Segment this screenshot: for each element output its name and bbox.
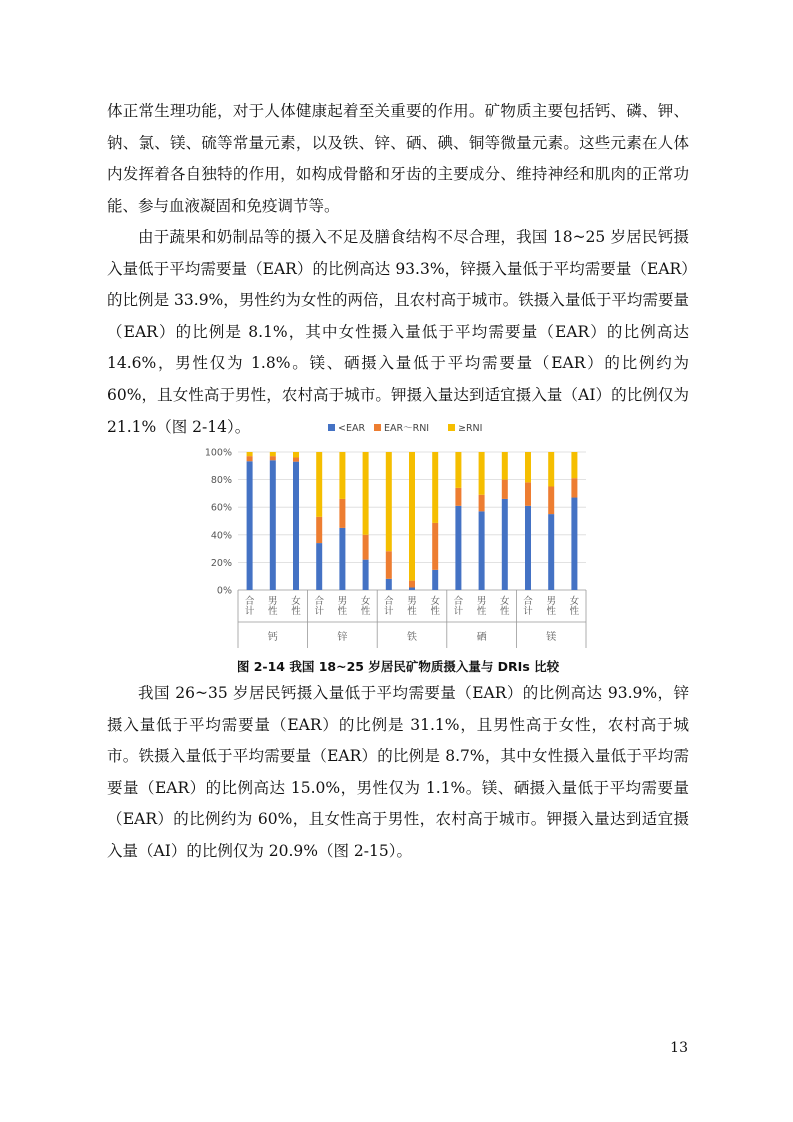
category-label: 性: [546, 606, 556, 617]
page-number: 13: [670, 1040, 688, 1056]
category-label: 计: [314, 606, 324, 617]
legend-swatch: [328, 424, 335, 431]
category-label: 合: [453, 596, 464, 607]
figure-caption: 图 2-14 我国 18~25 岁居民矿物质摄入量与 DRIs 比较: [236, 659, 560, 674]
bar-segment: [502, 452, 508, 480]
bar-segment: [571, 452, 577, 478]
bar-segment: [409, 581, 415, 588]
y-tick-label: 100%: [204, 447, 232, 459]
y-tick-label: 40%: [210, 530, 232, 542]
bar-segment: [247, 452, 253, 456]
bar-segment: [316, 543, 322, 590]
group-label: 硒: [476, 632, 487, 643]
chart-svg: [190, 416, 600, 656]
bar-segment: [409, 452, 415, 581]
group-label: 铁: [407, 632, 417, 643]
category-label: 性: [407, 606, 417, 617]
bar-segment: [479, 511, 485, 590]
bar-segment: [316, 517, 322, 543]
y-tick-label: 80%: [210, 475, 232, 487]
y-tick-label: 60%: [210, 502, 232, 514]
legend-swatch: [448, 424, 455, 431]
bar-segment: [432, 523, 438, 570]
category-label: 性: [569, 606, 580, 617]
bar-segment: [270, 452, 276, 456]
bar-segment: [316, 452, 322, 517]
bar-segment: [386, 579, 392, 590]
bar-segment: [363, 560, 369, 590]
category-label: 合: [314, 596, 324, 607]
category-label: 计: [244, 606, 255, 617]
bar-segment: [293, 462, 299, 590]
bar-segment: [548, 452, 554, 487]
bar-segment: [363, 452, 369, 535]
category-label: 计: [453, 606, 464, 617]
bar-segment: [479, 495, 485, 512]
group-label: 镁: [546, 632, 557, 643]
category-label: 男: [268, 596, 278, 607]
legend-label: ≥RNI: [458, 423, 483, 434]
bar-segment: [455, 506, 461, 590]
bar-segment: [455, 452, 461, 488]
category-label: 性: [430, 606, 440, 617]
bar-segment: [293, 452, 299, 458]
category-label: 男: [476, 596, 487, 607]
category-label: 合: [384, 596, 394, 607]
category-label: 女: [500, 596, 510, 607]
group-label: 锌: [337, 632, 348, 643]
category-label: 合: [244, 596, 255, 607]
bar-segment: [571, 498, 577, 590]
bar-segment: [270, 456, 276, 460]
bar-segment: [339, 452, 345, 499]
category-label: 性: [268, 606, 278, 617]
bar-segment: [270, 460, 276, 590]
category-label: 女: [360, 596, 371, 607]
bar-segment: [386, 452, 392, 551]
category-label: 女: [569, 596, 580, 607]
bar-segment: [502, 499, 508, 590]
bar-segment: [339, 499, 345, 528]
bar-segment: [432, 570, 438, 590]
category-label: 男: [407, 596, 417, 607]
bar-segment: [525, 482, 531, 505]
paragraph-1: 体正常生理功能，对于人体健康起着至关重要的作用。矿物质主要包括钙、磷、钾、钠、氯、镁、硫等常量元素，以及铁、锌、硒、碘、铜等微量元素。这些元素在人体内发挥着各自独特的作用，如构成骨骼和牙齿的主要成分、维持神经和肌肉的正常功能、参与血液凝固和免疫调节等。: [107, 102, 689, 215]
category-label: 性: [360, 606, 371, 617]
bar-segment: [548, 487, 554, 515]
legend-label: <EAR: [338, 423, 366, 434]
bar-segment: [479, 452, 485, 495]
bar-segment: [386, 551, 392, 579]
paragraph-2: 由于蔬果和奶制品等的摄入不足及膳食结构不尽合理，我国 18~25 岁居民钙摄入量低于平均需要量（EAR）的比例高达 93.3%，锌摄入量低于平均需要量（EAR）的比例是 33.9%，男性约为女性的两倍，且农村高于城市。铁摄入量低于平均需要量（EAR）的比例是 8.1%，其中女性摄入量低于平均需要量（EAR）的比例高达 14.6%，男性仅为 1.8%。镁、硒摄入量低于平均需要量（EAR）的比例约为 60%，且女性高于男性，农村高于城市。钾摄入量达到适宜摄入量（AI）的比例仅为 21.1%（图 2-14）。: [107, 228, 689, 436]
bar-segment: [548, 514, 554, 590]
bar-segment: [363, 535, 369, 560]
category-label: 性: [500, 606, 510, 617]
y-tick-label: 20%: [210, 557, 232, 569]
bar-segment: [502, 480, 508, 499]
bar-segment: [247, 461, 253, 590]
bar-segment: [247, 456, 253, 461]
bar-segment: [571, 478, 577, 497]
bar-segment: [293, 458, 299, 462]
legend-label: EAR～RNI: [384, 423, 430, 434]
legend-swatch: [374, 424, 381, 431]
category-label: 女: [430, 596, 440, 607]
bar-segment: [525, 506, 531, 590]
category-label: 女: [291, 596, 301, 607]
category-label: 性: [291, 606, 301, 617]
bar-segment: [409, 588, 415, 590]
y-tick-label: 0%: [216, 585, 232, 597]
category-label: 性: [476, 606, 487, 617]
group-label: 钙: [267, 632, 278, 643]
bar-segment: [525, 452, 531, 482]
category-label: 男: [337, 596, 348, 607]
stacked-bar-chart: [190, 416, 600, 656]
paragraph-3: 我国 26~35 岁居民钙摄入量低于平均需要量（EAR）的比例高达 93.9%，锌摄入量低于平均需要量（EAR）的比例是 31.1%，且男性高于女性，农村高于城市。铁摄入量低于平均需要量（EAR）的比例是 8.7%，其中女性摄入量低于平均需要量（EAR）的比例高达 15.0%，男性仅为 1.1%。镁、硒摄入量低于平均需要量（EAR）的比例约为 60%，且女性高于男性，农村高于城市。钾摄入量达到适宜摄入量（AI）的比例仅为 20.9%（图 2-15）。: [107, 684, 689, 860]
category-label: 性: [337, 606, 348, 617]
bar-segment: [455, 488, 461, 506]
category-label: 计: [384, 606, 394, 617]
category-label: 计: [523, 606, 533, 617]
category-label: 男: [546, 596, 556, 607]
bar-segment: [432, 452, 438, 523]
bar-segment: [339, 528, 345, 590]
category-label: 合: [523, 596, 533, 607]
